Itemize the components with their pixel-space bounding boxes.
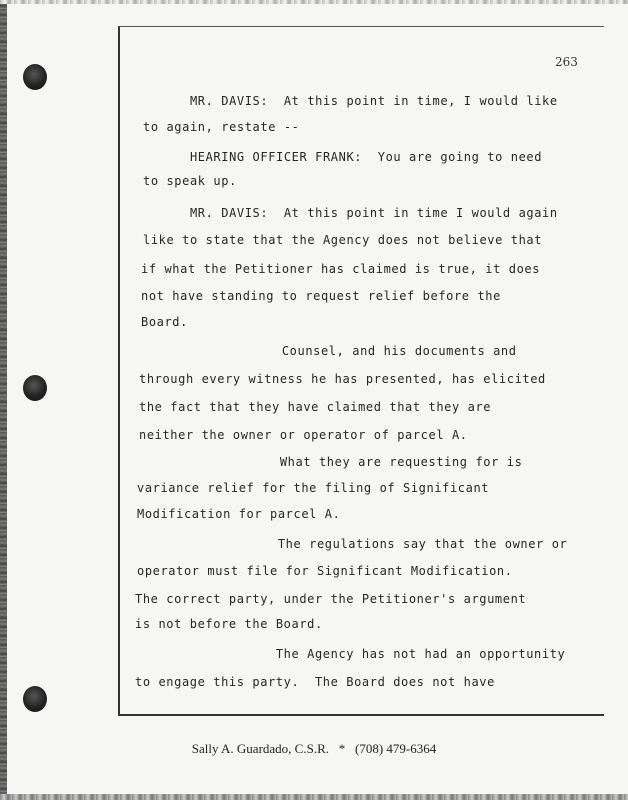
transcript-line: if what the Petitioner has claimed is true, it does bbox=[141, 262, 541, 276]
top-edge bbox=[0, 0, 628, 4]
transcript-line: MR. DAVIS: At this point in time, I would like bbox=[143, 94, 558, 108]
transcript-line: operator must file for Significant Modification. bbox=[137, 564, 513, 578]
punch-hole-bottom bbox=[23, 686, 47, 712]
transcript-line: neither the owner or operator of parcel A. bbox=[139, 428, 468, 442]
reporter-footer: Sally A. Guardado, C.S.R. * (708) 479-6364 bbox=[191, 741, 437, 756]
transcript-line: HEARING OFFICER FRANK: You are going to need bbox=[143, 150, 543, 164]
transcript-line: The correct party, under the Petitioner's argument bbox=[135, 592, 527, 606]
transcript-line: to engage this party. The Board does not have bbox=[135, 675, 495, 689]
transcript-line: variance relief for the filing of Significant bbox=[137, 481, 490, 495]
transcript-line: The regulations say that the owner or bbox=[137, 537, 568, 551]
transcript-line: to again, restate -- bbox=[143, 120, 300, 134]
transcript-line: through every witness he has presented, has elicited bbox=[139, 372, 546, 386]
page-number: 263 bbox=[555, 55, 578, 69]
transcript-line: What they are requesting for is bbox=[139, 455, 523, 469]
transcript-line: to speak up. bbox=[143, 174, 237, 188]
punch-hole-top bbox=[23, 64, 47, 90]
transcript-line: The Agency has not had an opportunity bbox=[135, 647, 566, 661]
transcript-line: Counsel, and his documents and bbox=[141, 344, 517, 358]
transcript-line: Modification for parcel A. bbox=[137, 507, 341, 521]
bottom-edge bbox=[0, 794, 628, 800]
transcript-line: not have standing to request relief before the bbox=[141, 289, 501, 303]
binding-edge bbox=[0, 0, 7, 800]
transcript-line: like to state that the Agency does not believe that bbox=[143, 233, 543, 247]
transcript-line: Board. bbox=[141, 315, 188, 329]
punch-hole-middle bbox=[23, 375, 47, 401]
transcript-line: MR. DAVIS: At this point in time I would again bbox=[143, 206, 558, 220]
transcript-line: is not before the Board. bbox=[135, 617, 323, 631]
transcript-line: the fact that they have claimed that they are bbox=[139, 400, 492, 414]
